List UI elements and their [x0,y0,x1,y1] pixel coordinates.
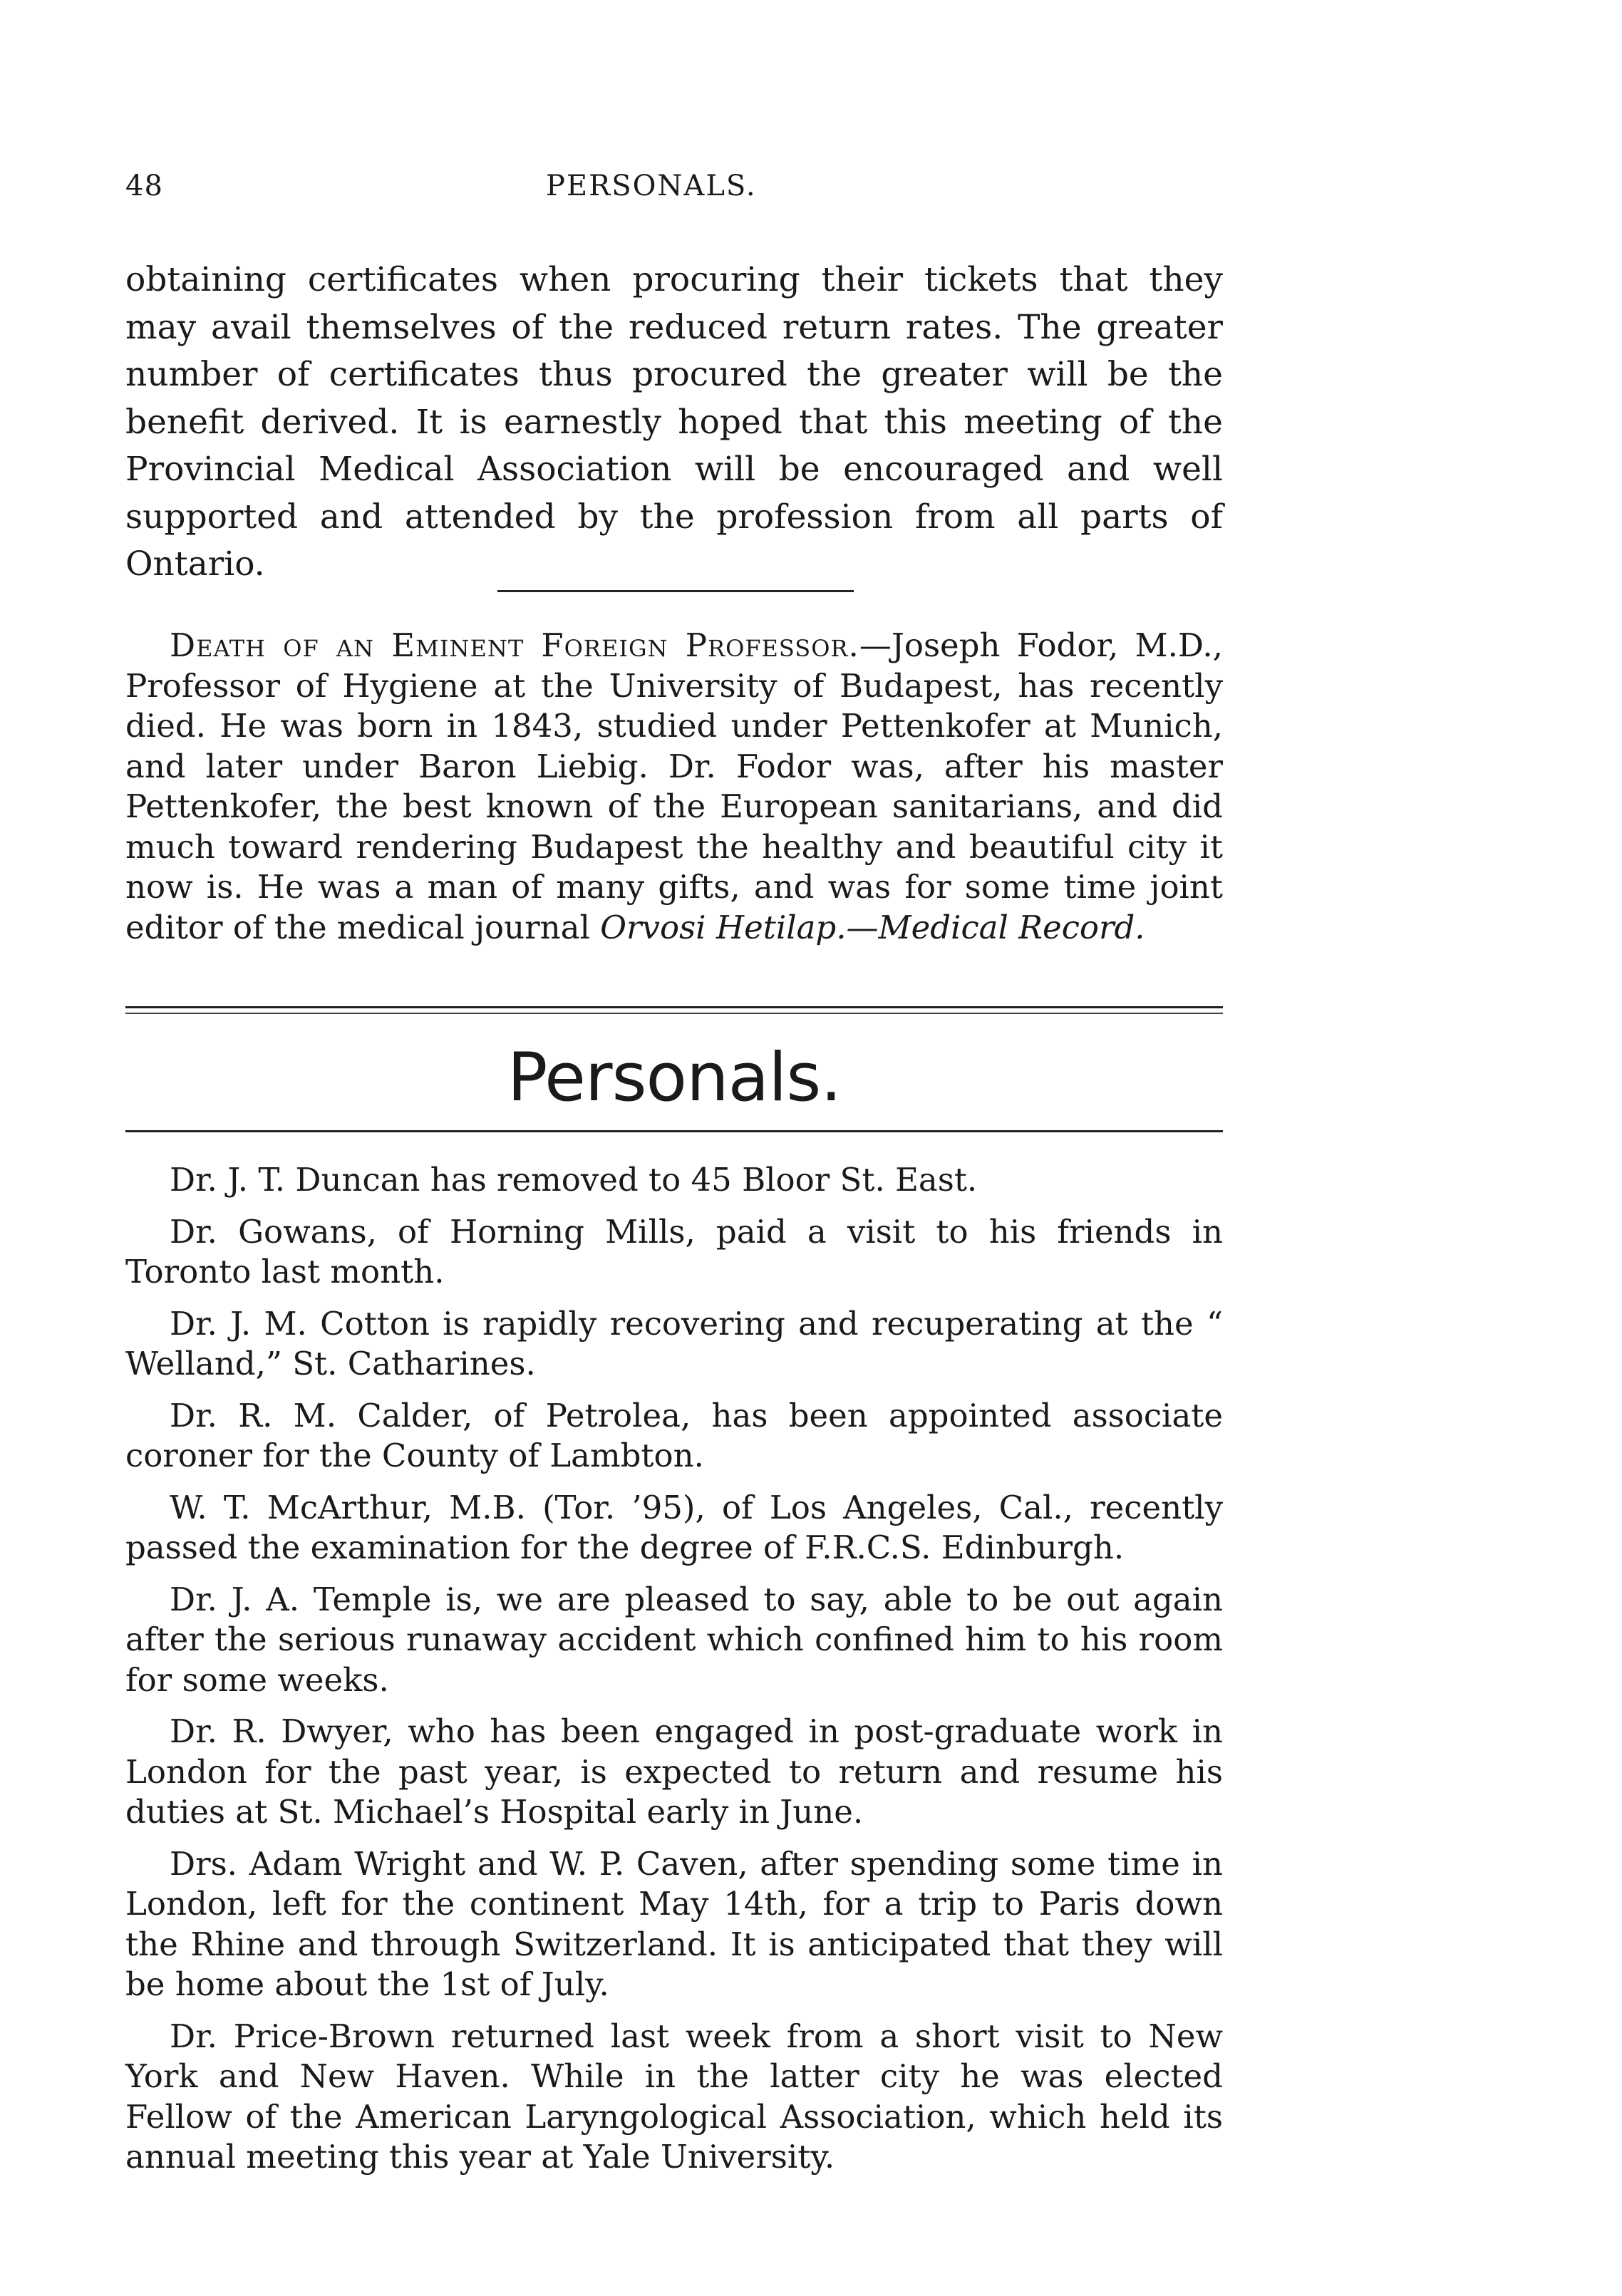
death-notice-body: —Joseph Fodor, M.D., Professor of Hygiene at the University of Budapest, has recently died. He was born in 1843, studied under Pettenkofer at Munich, and later under Baron Liebig. Dr. Fodor was, after his master Pettenkofer, the best known of the European sanitarians, and did much toward rendering Budapest the healthy and beautiful city it now is. He was a man of many gifts, and was for some time joint editor of the medical journal [125,626,1223,946]
personal-item: Dr. Price-Brown returned last week from a short visit to New York and New Haven. While in the latter city he was elected Fellow of the American Laryngological Association, which held its annual meeting this year at Yale University. [125,2017,1223,2176]
section-title: Personals. [507,1039,842,1117]
personal-item: Dr. R. M. Calder, of Petrolea, has been appointed associate coroner for the County of Lambton. [125,1396,1223,1474]
continued-paragraph-text: obtaining certificates when procuring their tickets that they may avail themselves of the reduced return rates. The greater number of certificates thus procured the greater will be the benefit derived. It is earnestly hoped that this meeting of the Provincial Medical Association will be encouraged and well supported and attended by the profession from all parts of Ontario. [125,260,1223,584]
death-notice [125,626,1223,948]
personal-item: Dr. J. M. Cotton is rapidly recovering and recuperating at the “ Welland,” St. Catharines. [125,1304,1223,1382]
personal-item: Dr. Gowans, of Horning Mills, paid a visit to his friends in Toronto last month. [125,1212,1223,1291]
personal-item: Drs. Adam Wright and W. P. Caven, after spending some time in London, left for the continent May 14th, for a trip to Paris down the Rhine and through Switzerland. It is anticipated that they will be home about the 1st of July. [125,1844,1223,2003]
section-divider-short [497,590,854,592]
continued-paragraph [125,257,1223,589]
death-notice-paragraph [125,626,1223,948]
journal-name: Orvosi Hetilap. [600,908,847,946]
source-citation: —Medical Record. [846,908,1145,946]
journal-page [125,0,1223,2296]
personals-list [125,1160,1223,2189]
personal-item: Dr. J. T. Duncan has removed to 45 Bloor St. East. [170,1161,978,1199]
death-notice-heading: Death of an Eminent Foreign Professor. [170,626,859,664]
personal-item: Dr. J. A. Temple is, we are pleased to say, able to be out again after the serious runaway accident which confined him to his room for some weeks. [125,1580,1223,1699]
page-number: 48 [125,170,163,202]
personal-item: W. T. McArthur, M.B. (Tor. ’95), of Los Angeles, Cal., recently passed the examination for the degree of F.R.C.S. Edinburgh. [125,1488,1223,1566]
section-divider-double [125,1006,1223,1015]
running-head [125,170,1223,212]
running-head-title: PERSONALS. [546,170,757,202]
personal-item: Dr. R. Dwyer, who has been engaged in post-graduate work in London for the past year, is expected to return and resume his duties at St. Michael’s Hospital early in June. [125,1712,1223,1831]
title-underline [125,1130,1223,1132]
